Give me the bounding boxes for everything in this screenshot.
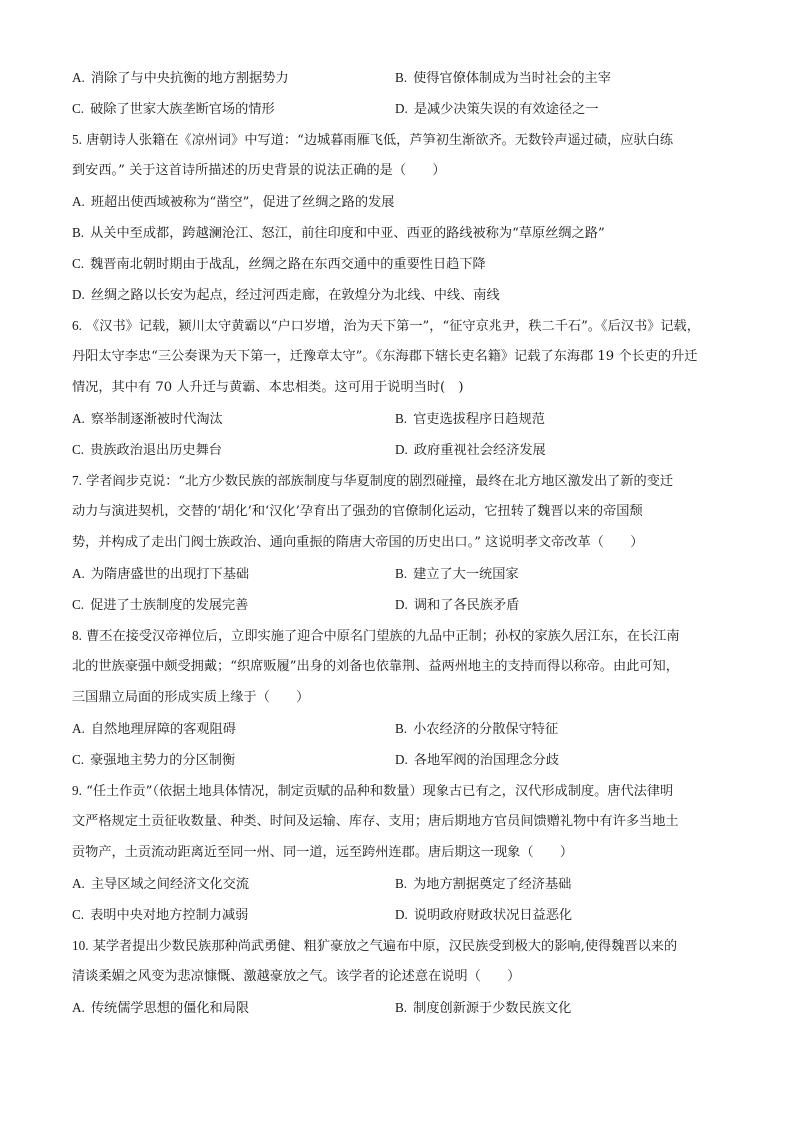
q4-option-b[interactable]: B. 使得官僚体制成为当时社会的主宰 [395, 70, 611, 86]
q5-option-d[interactable]: D. 丝绸之路以长安为起点，经过河西走廊，在敦煌分为北线、中线、南线 [72, 287, 500, 303]
q8-option-c[interactable]: C. 豪强地主势力的分区制衡 [72, 752, 236, 768]
q10-stem-text-1: 某学者提出少数民族那种尚武勇健、粗犷豪放之气遍布中原，汉民族受到极大的影响,使得魏晋以来的 [92, 939, 678, 954]
q8-option-b-text: 小农经济的分散保守特征 [413, 722, 559, 737]
q9-option-a-text: 主导区域之间经济文化交流 [90, 877, 250, 892]
q8-stem-text-2: 北的世族豪强中颇受拥戴；“织席贩履”出身的刘备也依靠荆、益两州地主的支持而得以称帝。由此可知， [72, 659, 679, 674]
q7-stem-text-3: 势，并构成了走出门阀士族政治、通向重振的隋唐大帝国的历史出口。” 这说明孝文帝改革（ ） [72, 535, 644, 550]
q6-option-d-text: 政府重视社会经济发展 [413, 443, 546, 458]
q7-number: 7. [72, 473, 82, 488]
q9-stem-text-1: “任土作贡”（依据土地具体情况，制定贡赋的品种和数量）现象古已有之，汉代形成制度。唐代法律明 [86, 784, 674, 799]
q7-option-b-text: 建立了大一统国家 [413, 567, 519, 582]
q4-option-b-text: 使得官僚体制成为当时社会的主宰 [413, 71, 611, 86]
q7-stem-line-2 [72, 496, 732, 527]
q5-stem-line-2 [72, 155, 732, 186]
q7-option-a[interactable]: A. 为隋唐盛世的出现打下基础 [72, 566, 250, 582]
q9-stem-text-2: 文严格规定土贡征收数量、种类、时间及运输、库存、支用；唐后期地方官员间馈赠礼物中有许多当地土 [72, 814, 679, 829]
q9-stem-line-1 [72, 775, 732, 806]
q6-option-c-text: 贵族政治退出历史舞台 [90, 443, 222, 458]
q9-stem-text-3: 贡物产，土贡流动距离近至同一州、同一道，远至跨州连郡。唐后期这一现象（ ） [72, 845, 574, 860]
q8-stem-line-1 [72, 620, 732, 651]
q5-option-b[interactable]: B. 从关中至成都，跨越澜沧江、怒江，前往印度和中亚、西亚的路线被称为“草原丝绸之路” [72, 225, 605, 241]
q9-stem-line-2 [72, 806, 732, 837]
q6-number: 6. [72, 318, 82, 333]
q7-stem-line-1 [72, 465, 732, 496]
q8-options-row-1 [72, 713, 732, 744]
q6-options-row-2 [72, 434, 732, 465]
q4-option-c-text: 破除了世家大族垄断官场的情形 [90, 102, 275, 117]
q6-option-a[interactable]: A. 察举制逐渐被时代淘汰 [72, 411, 223, 427]
q5-option-c-text: 魏晋南北朝时期由于战乱，丝绸之路在东西交通中的重要性日趋下降 [90, 257, 486, 272]
q10-stem-line-2 [72, 961, 732, 992]
q5-option-b-text: 从关中至成都，跨越澜沧江、怒江，前往印度和中亚、西亚的路线被称为“草原丝绸之路” [90, 226, 605, 241]
q9-stem-line-3 [72, 837, 732, 868]
exam-page [72, 62, 732, 1023]
q9-option-b[interactable]: B. 为地方割据奠定了经济基础 [395, 876, 572, 892]
q5-option-c[interactable]: C. 魏晋南北朝时期由于战乱，丝绸之路在东西交通中的重要性日趋下降 [72, 256, 486, 272]
q8-stem-text-3: 三国鼎立局面的形成实质上缘于（ ） [72, 690, 310, 705]
q8-option-a-text: 自然地理屏障的客观阻碍 [90, 722, 236, 737]
q10-number: 10. [72, 938, 89, 953]
q4-option-d-text: 是减少决策失误的有效途径之一 [413, 102, 599, 117]
q10-option-a[interactable]: A. 传统儒学思想的僵化和局限 [72, 1000, 250, 1016]
q6-option-b[interactable]: B. 官吏选拔程序日趋规范 [395, 411, 545, 427]
q7-stem-text-2: 动力与演进契机，交替的‘胡化’和‘汉化’孕育出了强劲的官僚制化运动，它扭转了魏晋以来的帝国颓 [72, 504, 643, 519]
q9-options-row-2 [72, 899, 732, 930]
q6-option-d[interactable]: D. 政府重视社会经济发展 [395, 442, 546, 458]
q6-option-c[interactable]: C. 贵族政治退出历史舞台 [72, 442, 222, 458]
q4-option-a[interactable]: A. 消除了与中央抗衡的地方割据势力 [72, 70, 289, 86]
q10-stem-line-1 [72, 930, 732, 961]
q9-options-row-1 [72, 868, 732, 899]
q8-stem-text-1: 曹丕在接受汉帝禅位后，立即实施了迎合中原名门望族的九品中正制；孙权的家族久居江东，在长江南 [86, 629, 680, 644]
q5-option-d-text: 丝绸之路以长安为起点，经过河西走廊，在敦煌分为北线、中线、南线 [90, 288, 500, 303]
q4-options-row-2 [72, 93, 732, 124]
q6-stem-text-3: 情况，其中有 70 人升迁与黄霸、本忠相类。这可用于说明当时( ) [72, 380, 464, 395]
q6-option-a-text: 察举制逐渐被时代淘汰 [90, 412, 223, 427]
q4-option-d[interactable]: D. 是减少决策失误的有效途径之一 [395, 101, 599, 117]
q8-option-d[interactable]: D. 各地军阀的治国理念分歧 [395, 752, 559, 768]
q7-stem-line-3 [72, 527, 732, 558]
q7-stem-text-1: 学者阎步克说：“北方少数民族的部族制度与华夏制度的剧烈碰撞，最终在北方地区激发出了新的变迁 [86, 474, 674, 489]
q6-stem-line-2 [72, 341, 732, 372]
q9-option-c[interactable]: C. 表明中央对地方控制力减弱 [72, 907, 249, 923]
q6-stem-line-1 [72, 310, 732, 341]
q4-options-row-1 [72, 62, 732, 93]
q10-option-a-text: 传统儒学思想的僵化和局限 [90, 1001, 250, 1016]
q9-number: 9. [72, 783, 82, 798]
q8-stem-line-2 [72, 651, 732, 682]
q7-option-d[interactable]: D. 调和了各民族矛盾 [395, 597, 520, 613]
q7-options-row-2 [72, 589, 732, 620]
q8-option-d-text: 各地军阀的治国理念分歧 [413, 753, 559, 768]
q6-options-row-1 [72, 403, 732, 434]
q8-option-a[interactable]: A. 自然地理屏障的客观阻碍 [72, 721, 236, 737]
q8-number: 8. [72, 628, 82, 643]
q5-option-a[interactable]: A. 班超出使西域被称为“凿空”，促进了丝绸之路的发展 [72, 194, 395, 210]
q4-option-a-text: 消除了与中央抗衡的地方割据势力 [90, 71, 289, 86]
q10-option-b[interactable]: B. 制度创新源于少数民族文化 [395, 1000, 572, 1016]
q10-options-row-1 [72, 992, 732, 1023]
q9-option-d[interactable]: D. 说明政府财政状况日益恶化 [395, 907, 573, 923]
q7-option-d-text: 调和了各民族矛盾 [413, 598, 520, 613]
q5-stem-text-1: 唐朝诗人张籍在《凉州词》中写道：“边城暮雨雁飞低，芦笋初生渐欲齐。无数铃声遥过碛，应驮白练 [86, 133, 674, 148]
q9-option-d-text: 说明政府财政状况日益恶化 [413, 908, 573, 923]
q5-number: 5. [72, 132, 82, 147]
q9-option-a[interactable]: A. 主导区域之间经济文化交流 [72, 876, 250, 892]
q7-options-row-1 [72, 558, 732, 589]
q6-stem-text-2: 丹阳太守李忠“三公奏课为天下第一，迁豫章太守”。《东海郡下辖长吏名籍》记载了东海郡 19 个长吏的升迁 [72, 349, 698, 364]
q6-stem-text-1: 《汉书》记载，颍川太守黄霸以“户口岁增，治为天下第一”，“征守京兆尹，秩二千石”。《后汉书》记载， [86, 319, 700, 334]
q6-stem-line-3 [72, 372, 732, 403]
q7-option-c-text: 促进了士族制度的发展完善 [90, 598, 249, 613]
q8-option-c-text: 豪强地主势力的分区制衡 [90, 753, 236, 768]
q7-option-a-text: 为隋唐盛世的出现打下基础 [90, 567, 250, 582]
q8-option-b[interactable]: B. 小农经济的分散保守特征 [395, 721, 559, 737]
q7-option-b[interactable]: B. 建立了大一统国家 [395, 566, 519, 582]
q10-option-b-text: 制度创新源于少数民族文化 [413, 1001, 572, 1016]
q10-stem-text-2: 清谈柔媚之风变为悲凉慷慨、激越豪放之气。该学者的论述意在说明（ ） [72, 969, 521, 984]
q9-option-b-text: 为地方割据奠定了经济基础 [413, 877, 572, 892]
q8-options-row-2 [72, 744, 732, 775]
q5-stem-text-2: 到安西。” 关于这首诗所描述的历史背景的说法正确的是（ ） [72, 163, 446, 178]
q6-option-b-text: 官吏选拔程序日趋规范 [413, 412, 545, 427]
q4-option-c[interactable]: C. 破除了世家大族垄断官场的情形 [72, 101, 275, 117]
q9-option-c-text: 表明中央对地方控制力减弱 [90, 908, 249, 923]
q5-option-a-text: 班超出使西域被称为“凿空”，促进了丝绸之路的发展 [90, 195, 395, 210]
q5-stem-line-1 [72, 124, 732, 155]
q7-option-c[interactable]: C. 促进了士族制度的发展完善 [72, 597, 249, 613]
q8-stem-line-3 [72, 682, 732, 713]
